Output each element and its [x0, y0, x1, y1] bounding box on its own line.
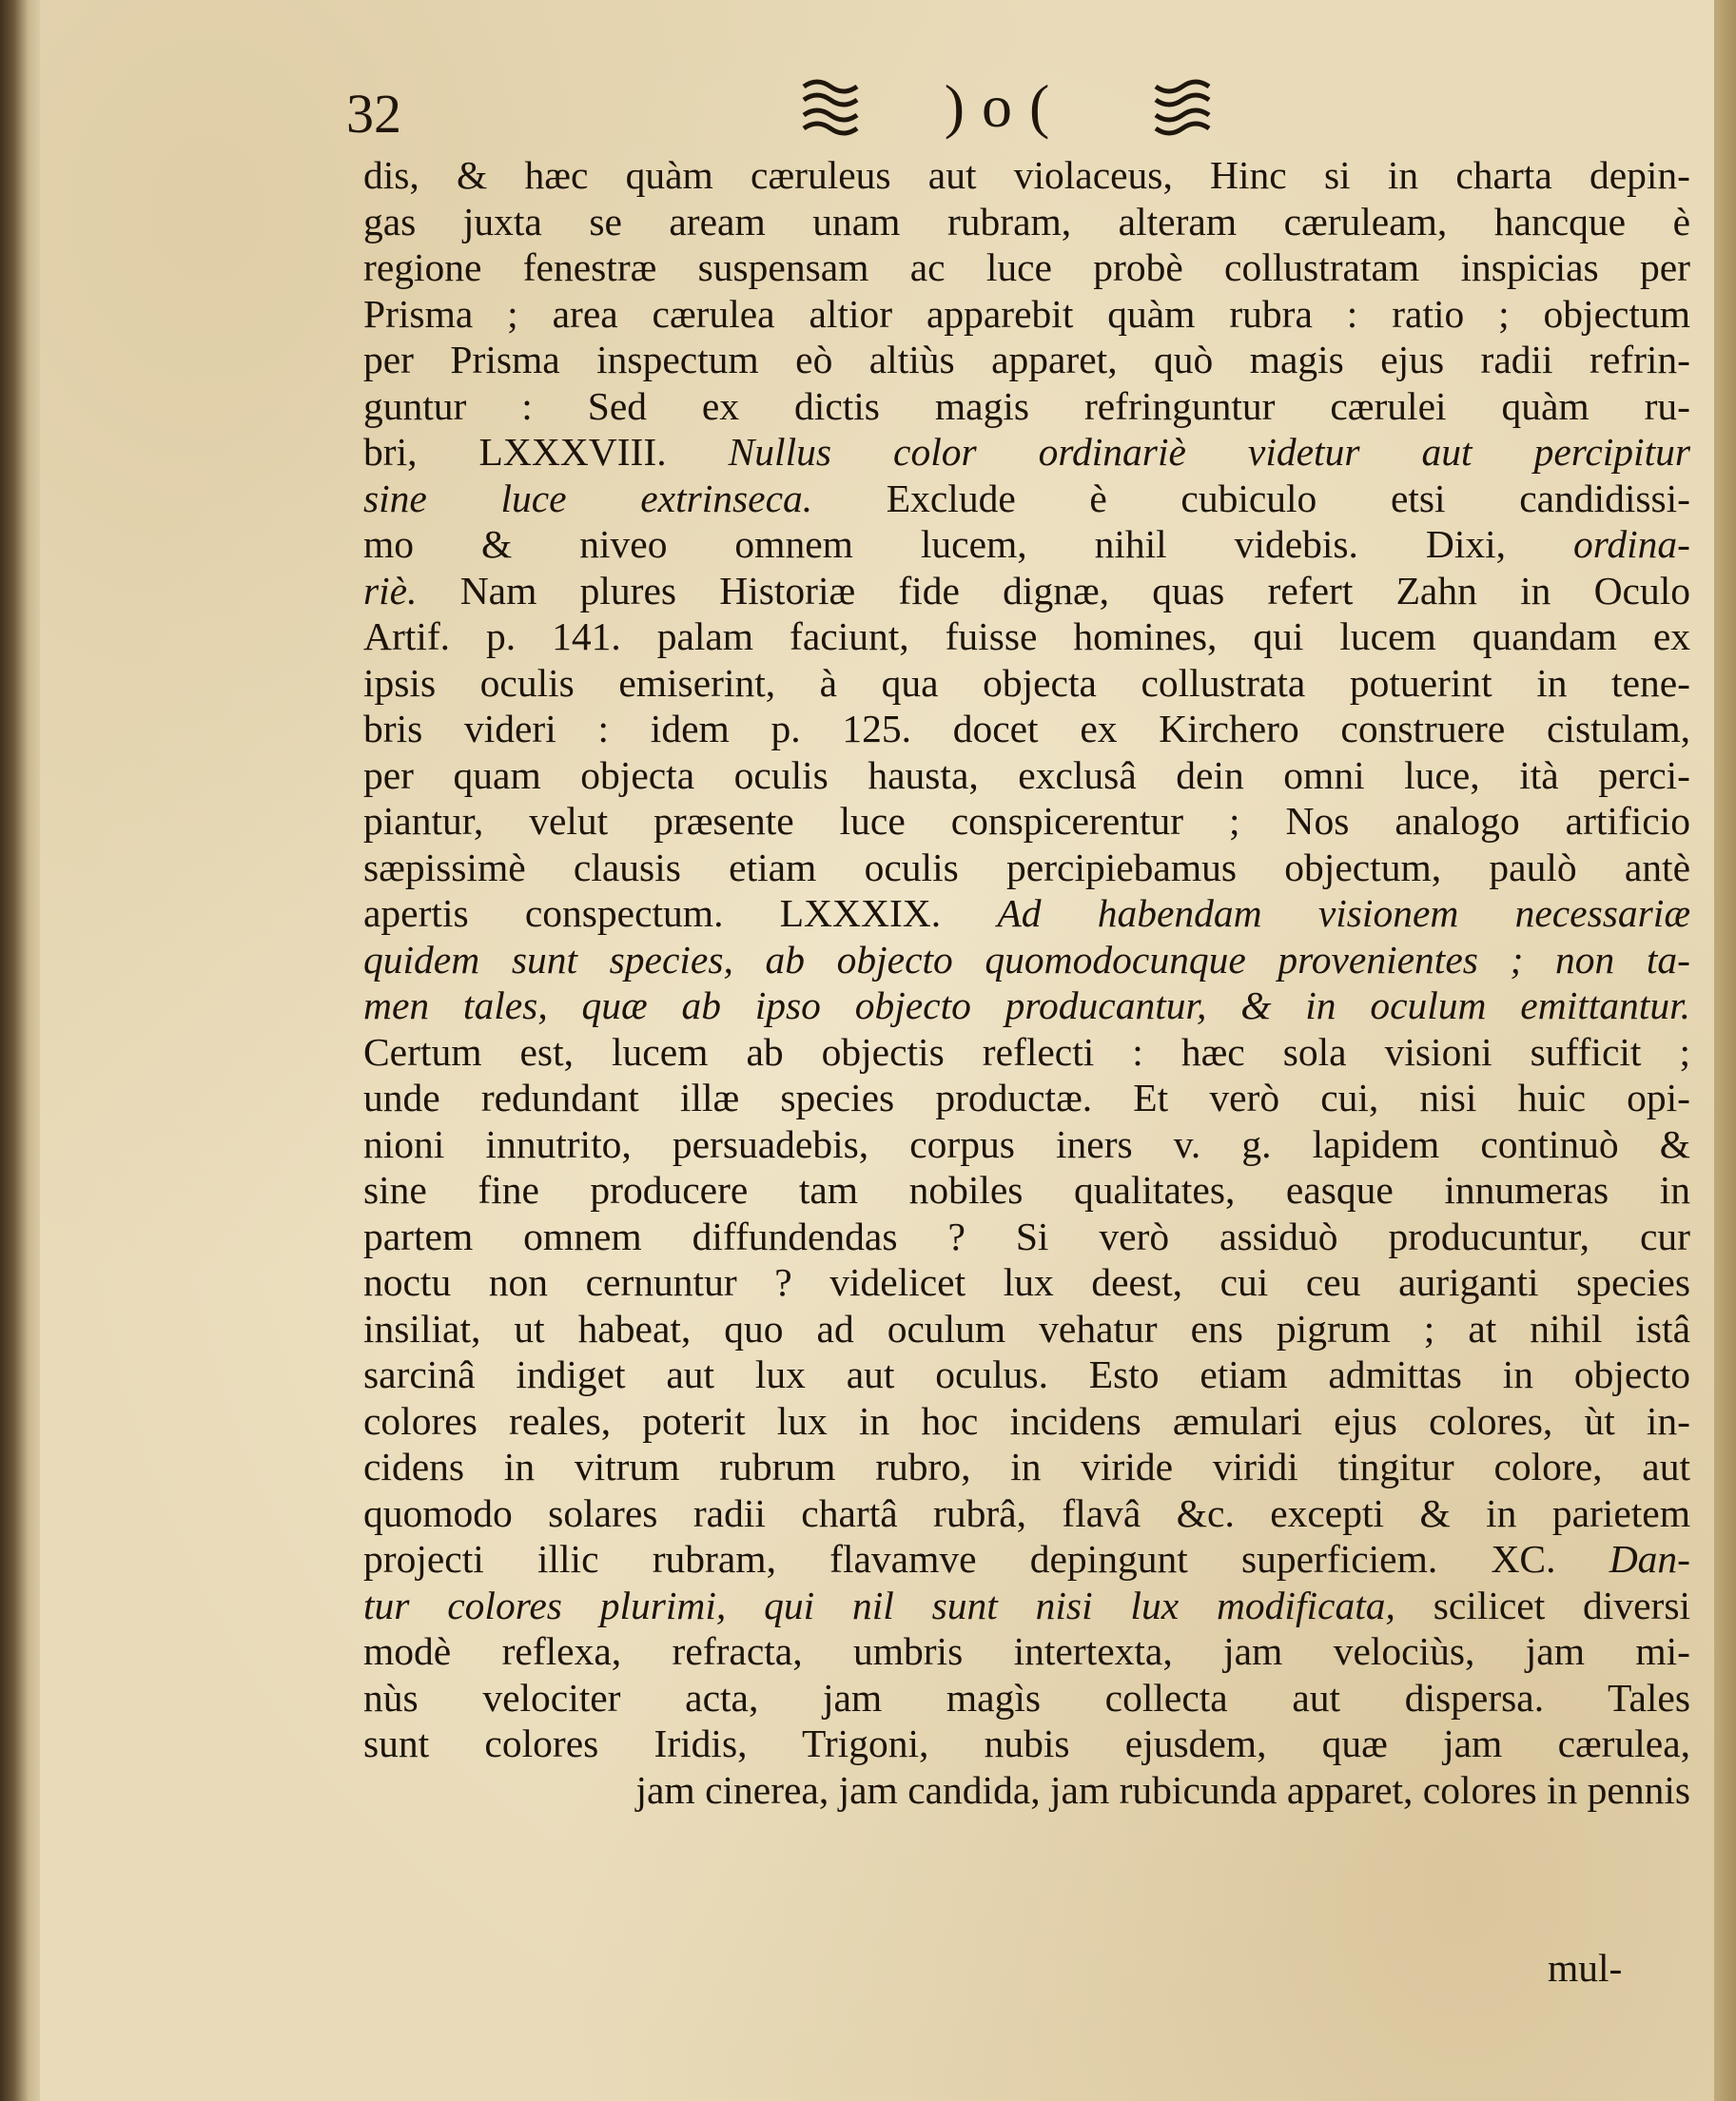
- text-line: [363, 1767, 1690, 1814]
- text-line: [363, 337, 1690, 383]
- roman-segment: regione fenestræ suspensam ac luce probè collustratam inspicias per: [363, 245, 1690, 289]
- text-line: [363, 1352, 1690, 1398]
- text-line: [363, 1490, 1690, 1537]
- roman-segment: piantur, velut præsente luce conspicerentur ; Nos analogo artificio: [363, 799, 1690, 843]
- text-line: [363, 1721, 1690, 1767]
- text-line: [363, 937, 1690, 983]
- roman-segment: bri, LXXXVIII.: [363, 430, 729, 474]
- roman-segment: nioni innutrito, persuadebis, corpus iners v. g. lapidem continuò &: [363, 1121, 1690, 1166]
- roman-segment: mo & niveo omnem lucem, nihil videbis. Dixi,: [363, 522, 1574, 566]
- roman-segment: sine fine producere tam nobiles qualitates, easque innumeras in: [363, 1168, 1690, 1212]
- header-ornament: [796, 68, 1215, 145]
- text-line: [363, 568, 1690, 614]
- roman-segment: apertis conspectum. LXXXIX.: [363, 891, 998, 935]
- printers-ornament-icon: [796, 73, 863, 140]
- text-line: [363, 613, 1690, 660]
- italic-segment: Nullus color ordinariè videtur aut percipitur: [728, 430, 1691, 474]
- roman-segment: scilicet diversi: [1395, 1583, 1690, 1627]
- roman-segment: gas juxta se aream unam rubram, alteram cæruleam, hancque è: [363, 199, 1690, 243]
- roman-segment: Nam plures Historiæ fide dignæ, quas refert Zahn in Oculo: [417, 568, 1690, 613]
- roman-segment: dis, & hæc quàm cæruleus aut violaceus, Hinc si in charta depin-: [363, 153, 1690, 197]
- text-line: [363, 1306, 1690, 1352]
- text-line: [363, 1398, 1690, 1445]
- roman-segment: partem omnem diffundendas ? Si verò assiduò producuntur, cur: [363, 1214, 1690, 1258]
- text-line: [363, 1628, 1690, 1675]
- ornament-center: )o(: [944, 72, 1067, 140]
- italic-segment: riè.: [363, 568, 418, 613]
- roman-segment: sunt colores Iridis, Trigoni, nubis ejusdem, quæ jam cærulea,: [363, 1722, 1690, 1765]
- roman-segment: nùs velociter acta, jam magìs collecta aut dispersa. Tales: [363, 1675, 1690, 1720]
- roman-segment: Exclude è cubiculo etsi candidissi-: [812, 476, 1690, 520]
- italic-segment: quidem sunt species, ab objecto quomodocunque provenientes ; non ta-: [363, 937, 1690, 982]
- italic-segment: tur colores plurimi, qui nil sunt nisi lux modificata,: [363, 1583, 1395, 1627]
- roman-segment: projecti illic rubram, flavamve depingunt superficiem. XC.: [363, 1537, 1609, 1581]
- text-line: [363, 1075, 1690, 1121]
- roman-segment: Artif. p. 141. palam faciunt, fuisse homines, qui lucem quandam ex: [363, 614, 1690, 658]
- text-line: [363, 1583, 1690, 1629]
- roman-segment: modè reflexa, refracta, umbris intertexta, jam velociùs, jam mi-: [363, 1629, 1690, 1673]
- italic-segment: ordina-: [1573, 522, 1690, 566]
- text-line: [363, 152, 1690, 199]
- text-line: [363, 1675, 1690, 1722]
- catchword: mul-: [1548, 1946, 1623, 1990]
- roman-segment: insiliat, ut habeat, quo ad oculum vehatur ens pigrum ; at nihil istâ: [363, 1306, 1690, 1351]
- text-line: [363, 429, 1690, 476]
- text-line: [363, 1121, 1690, 1168]
- italic-segment: Dan-: [1609, 1537, 1690, 1581]
- text-line: [363, 1214, 1690, 1260]
- text-line: [363, 752, 1690, 799]
- text-line: [363, 1259, 1690, 1306]
- body-text: [363, 152, 1690, 1813]
- text-line: [363, 798, 1690, 845]
- printers-ornament-icon: [1148, 73, 1215, 140]
- roman-segment: sæpissimè clausis etiam oculis percipiebamus objectum, paulò antè: [363, 845, 1690, 889]
- text-line: [363, 1167, 1690, 1214]
- roman-segment: bris videri : idem p. 125. docet ex Kirchero construere cistulam,: [363, 707, 1690, 750]
- roman-segment: cidens in vitrum rubrum rubro, in viride viridi tingitur colore, aut: [363, 1445, 1690, 1488]
- roman-segment: colores reales, poterit lux in hoc incidens æmulari ejus colores, ùt in-: [363, 1398, 1690, 1443]
- text-line: [363, 845, 1690, 891]
- text-line: [363, 1536, 1690, 1583]
- text-line: [363, 521, 1690, 568]
- text-line: [363, 660, 1690, 707]
- italic-segment: men tales, quæ ab ipso objecto producantur, & in oculum emittantur.: [363, 983, 1690, 1027]
- page-number: 32: [346, 83, 401, 145]
- text-line: [363, 199, 1690, 245]
- roman-segment: ipsis oculis emiserint, à qua objecta collustrata potuerint in tene-: [363, 660, 1690, 705]
- text-line: [363, 706, 1690, 752]
- roman-segment: sarcinâ indiget aut lux aut oculus. Esto etiam admittas in objecto: [363, 1352, 1690, 1396]
- italic-segment: sine luce extrinseca.: [363, 476, 813, 520]
- book-page: [40, 0, 1714, 2101]
- roman-segment: jam cinerea, jam candida, jam rubicunda apparet, colores in pennis: [635, 1767, 1690, 1812]
- text-line: [363, 383, 1690, 430]
- roman-segment: per Prisma inspectum eò altiùs apparet, quò magis ejus radii refrin-: [363, 338, 1690, 381]
- text-line: [363, 1029, 1690, 1076]
- text-line: [363, 291, 1690, 338]
- roman-segment: unde redundant illæ species productæ. Et verò cui, nisi huic opi-: [363, 1076, 1690, 1119]
- roman-segment: quomodo solares radii chartâ rubrâ, flavâ &c. excepti & in parietem: [363, 1490, 1690, 1535]
- roman-segment: Certum est, lucem ab objectis reflecti : hæc sola visioni sufficit ;: [363, 1029, 1690, 1074]
- text-line: [363, 890, 1690, 937]
- text-line: [363, 1444, 1690, 1490]
- roman-segment: guntur : Sed ex dictis magis refringuntur cærulei quàm ru-: [363, 383, 1690, 428]
- roman-segment: noctu non cernuntur ? videlicet lux deest, cui ceu auriganti species: [363, 1260, 1690, 1304]
- text-line: [363, 244, 1690, 291]
- roman-segment: Prisma ; area cærulea altior apparebit quàm rubra : ratio ; objectum: [363, 291, 1690, 336]
- text-line: [363, 476, 1690, 522]
- text-line: [363, 982, 1690, 1029]
- roman-segment: per quam objecta oculis hausta, exclusâ dein omni luce, ità perci-: [363, 752, 1690, 797]
- italic-segment: Ad habendam visionem necessariæ: [997, 891, 1690, 935]
